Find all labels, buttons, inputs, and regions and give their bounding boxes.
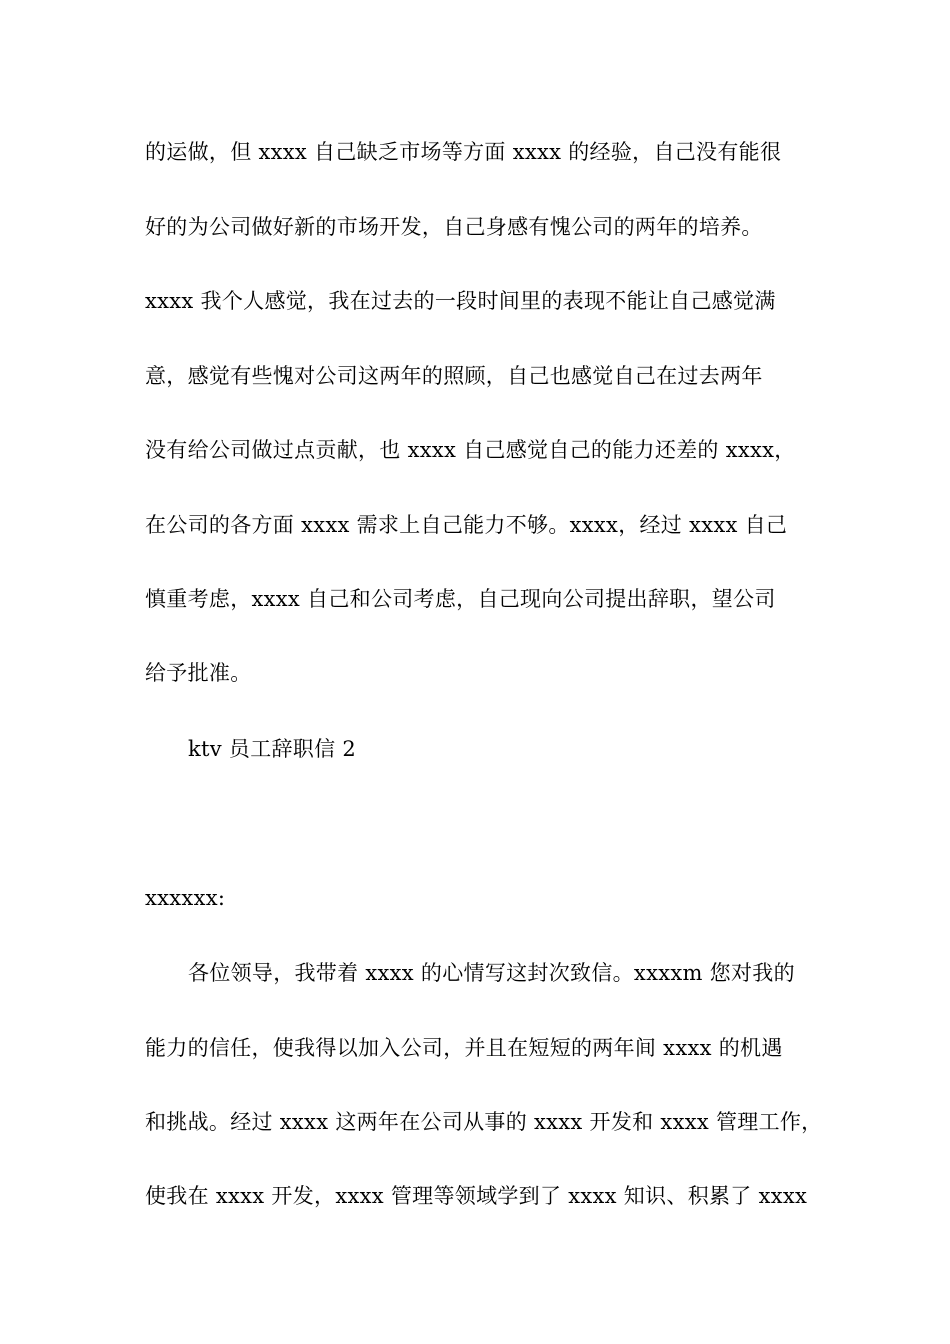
body-text-line: 意，感觉有些愧对公司这两年的照顾，自己也感觉自己在过去两年 [145, 364, 763, 388]
body-text-line: 没有给公司做过点贡献，也 xxxx 自己感觉自己的能力还差的 xxxx， [145, 438, 796, 462]
body-text-line: 在公司的各方面 xxxx 需求上自己能力不够。xxxx，经过 xxxx 自己 [145, 513, 788, 537]
body-text-line: 的运做，但 xxxx 自己缺乏市场等方面 xxxx 的经验，自己没有能很 [145, 140, 782, 164]
body-text-line: 各位领导，我带着 xxxx 的心情写这封次致信。xxxxm 您对我的 [188, 961, 795, 985]
body-text-line: 能力的信任，使我得以加入公司，并且在短短的两年间 xxxx 的机遇 [145, 1036, 783, 1060]
body-text-line: 好的为公司做好新的市场开发，自己身感有愧公司的两年的培养。 [145, 215, 763, 239]
body-text-line: xxxx 我个人感觉，我在过去的一段时间里的表现不能让自己感觉满 [145, 289, 776, 313]
body-text-line: 给予批准。 [145, 661, 252, 685]
salutation: xxxxxx: [145, 886, 226, 910]
body-text-line: 慎重考虑，xxxx 自己和公司考虑，自己现向公司提出辞职，望公司 [145, 587, 776, 611]
body-text-line: 和挑战。经过 xxxx 这两年在公司从事的 xxxx 开发和 xxxx 管理工作， [145, 1110, 823, 1134]
section-heading: ktv 员工辞职信 2 [188, 737, 357, 761]
body-text-line: 使我在 xxxx 开发，xxxx 管理等领域学到了 xxxx 知识、积累了 xxxx [145, 1184, 808, 1208]
